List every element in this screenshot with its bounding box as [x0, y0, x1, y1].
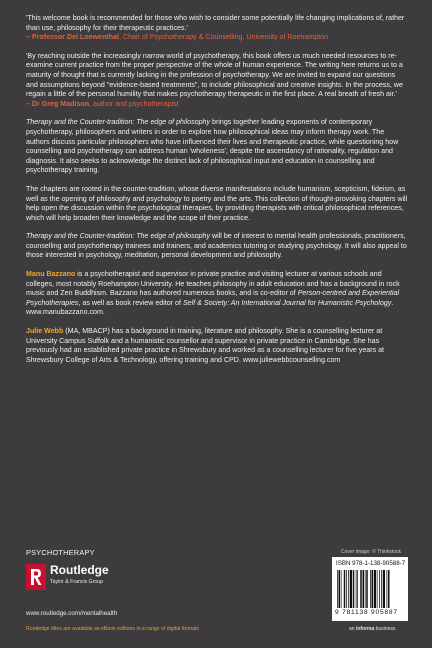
publisher-name: Routledge — [50, 563, 109, 577]
ebook-note: Routledge titles are available as eBook editions in a range of digital formats — [26, 626, 200, 632]
description-paragraph-2: The chapters are rooted in the counter-tradition, whose diverse manifestations include humanism, scepticism, fideism, as well as the opening of philosophy and psychology to poetry and the arts. This collection of thought-provoking chapters will help open the discussion within the psychological therapies, by providing therapists with critical philosophical references, which will help broaden their knowledge and the scope of their practice. — [26, 184, 408, 222]
quote-2-text: 'By reaching outside the increasingly narrow world of psychotherapy, this book offers us much needed resources to re-examine current practice from the proper perspective of the whole of human experience. The writing here returns us to a maturity of thought that is currently lacking in the profession of psychotherapy. We are invited to expand our questions and assumptions beyond "evidence-based treatments", to include philosophical and creative insights. In the process, we regain a little of the personal humility that makes psychotherapy therapeutic in the first place. A real breath of fresh air.' — [26, 51, 403, 99]
quote-2-affiliation: , author and psychotherapist — [89, 99, 179, 108]
quote-1-text: 'This welcome book is recommended for those who wish to consider some potentially life changing implications of, rather than use, philosophy for their therapeutic practices.' — [26, 14, 405, 32]
isbn-number: ISBN 978-1-138-90588-7 — [336, 560, 406, 567]
publisher-group: Taylor & Francis Group — [50, 579, 104, 585]
subject-category: PSYCHOTHERAPY — [26, 548, 95, 557]
author-bio-bazzano — [26, 270, 408, 318]
routledge-logo — [26, 563, 146, 593]
description-3-body: will be of interest to mental health professionals, practitioners, counselling and psychotherapy trainees and trainers, and academics tutoring or studying psychology. It will also appeal to those interested in psychology, meditation, personal development and philosophy. — [26, 232, 407, 260]
informa-brand: informa — [355, 626, 375, 632]
quote-1 — [26, 14, 408, 43]
bio-text: , as well as book review editor of — [78, 298, 183, 307]
quote-1-affiliation: , Chair of Psychotherapy & Counselling, University of Roehampton — [119, 33, 329, 42]
quote-2-author: – Dr Greg Madison — [26, 99, 90, 108]
bio-text: . www.manubazzano.com. — [26, 298, 394, 317]
barcode-bars — [337, 570, 403, 608]
author-name: Manu Bazzano — [26, 270, 76, 279]
quote-2 — [26, 52, 408, 110]
bio-text: is a psychotherapist and supervisor in private practice and visiting lecturer at various schools and colleges, most notably Roehampton University. He teaches philosophy in adult education and has a background in rock music and Zen Buddhism. Bazzano has authored numerous books, and is co-editor of — [26, 270, 400, 298]
author-bio-webb — [26, 327, 408, 365]
description-1-body: brings together leading exponents of contemporary psychotherapy, philosophers and writers in order to explore how philosophical ideas may inform therapy work. The authors discuss particular philosophers who have influenced their lives and therapeutic practice, while questioning how counselling and psychotherapy can address human 'wholeness', despite the ascendancy of rationality, regulation and diagnosis. It also seeks to acknowledge the distinct lack of philosophical input and education in counselling and psychotherapy training. — [26, 118, 399, 175]
informa-prefix: an — [349, 626, 356, 632]
back-cover-text — [26, 14, 408, 374]
cover-image-credit: Cover image: © Thinkstock — [341, 549, 402, 555]
routledge-r-icon — [26, 564, 46, 590]
publisher-url[interactable]: www.routledge.com/mentalhealth — [26, 610, 118, 617]
description-paragraph-3 — [26, 232, 408, 261]
informa-suffix: business — [374, 626, 396, 632]
journal-title: Self & Society: An International Journal for Humanistic Psychology — [182, 298, 392, 307]
isbn-barcode — [332, 557, 408, 621]
book-title-mention: Therapy and the Counter-tradition: The edge of philosophy — [26, 118, 211, 127]
barcode-digits: 9 781138 905887 — [335, 609, 398, 616]
bio-text: (MA, MBACP) has a background in training, literature and philosophy. She is a counselling lecturer at University Campus Suffolk and a humanistic counsellor and supervisor in private practice in Cambridge. She has previously had an established private practice in Shrewsbury and worked as a counselling lecturer for five years at Shrewsbury College of Arts & Technology, offering training and CPD. www.juliewebbcounselling.com — [26, 327, 385, 364]
informa-tagline — [349, 626, 395, 632]
quote-1-author: – Professor Del Loewenthal — [26, 33, 120, 42]
description-paragraph-1 — [26, 118, 408, 176]
author-name: Julie Webb — [26, 327, 64, 336]
journal-title: Person-centred and Experiential Psychotherapies — [26, 289, 400, 307]
book-title-mention: Therapy and the Counter-tradition: The edge of philosophy — [26, 232, 211, 241]
